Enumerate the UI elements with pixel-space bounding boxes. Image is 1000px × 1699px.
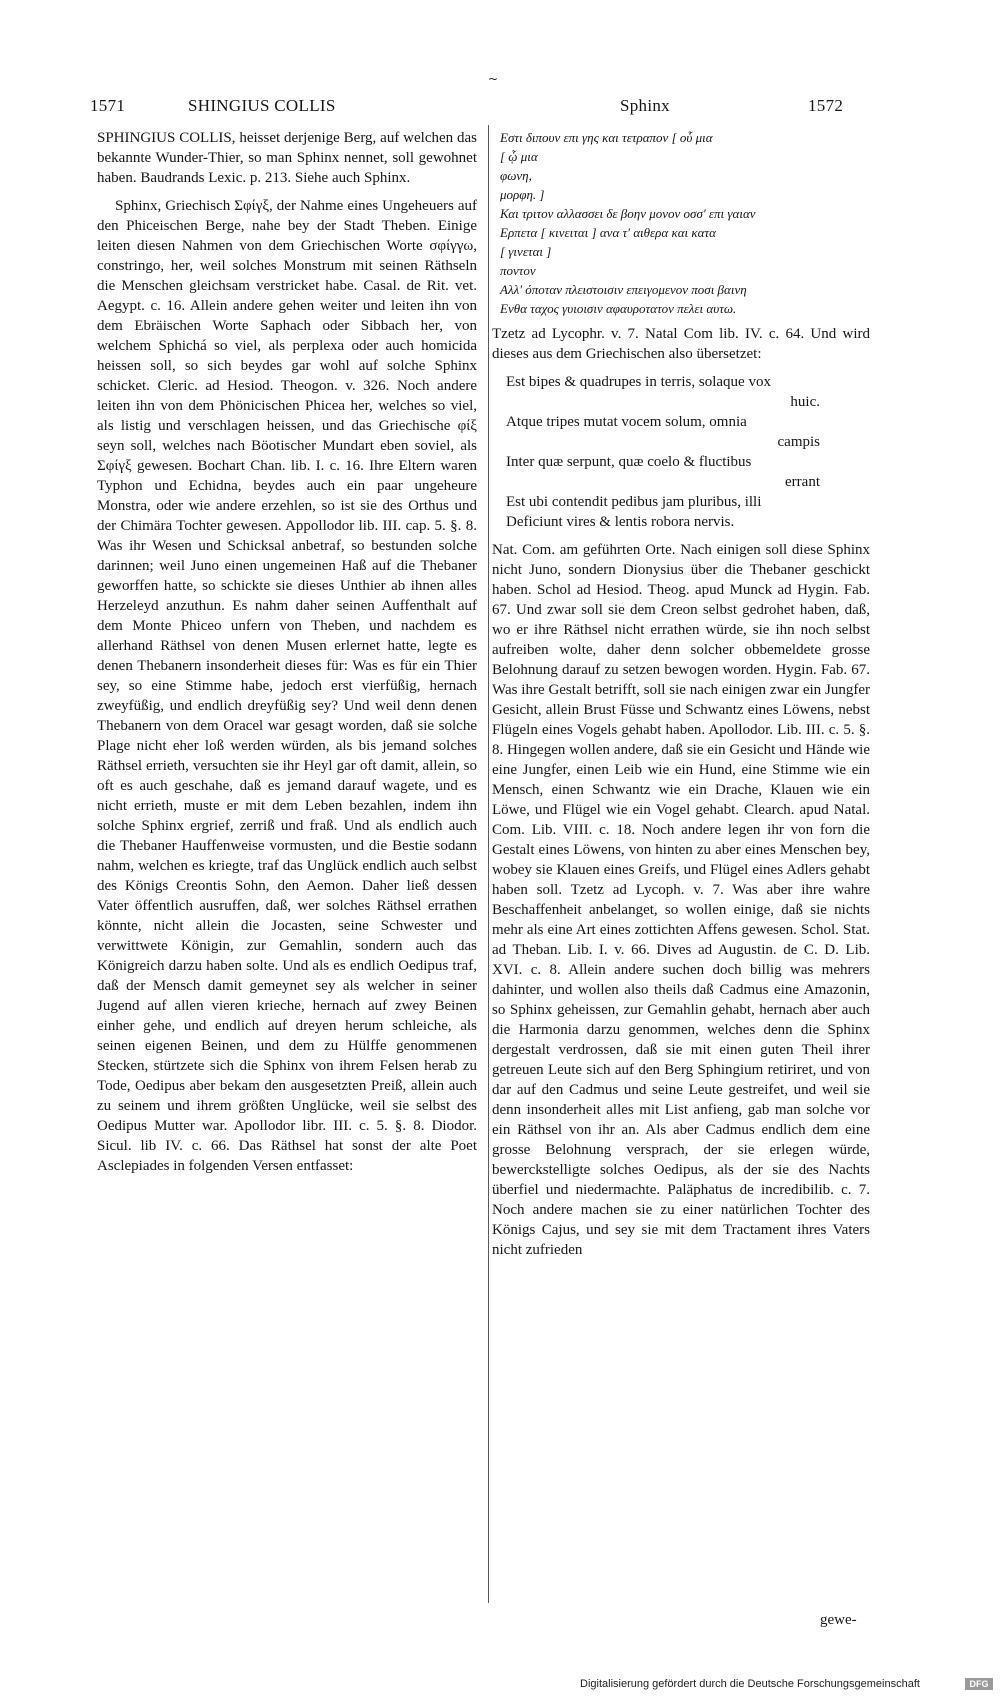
greek-verse: Εστι διπουν επι γης και τετραπον [ οὗ μια [ ᾧ μια φωνη, μορφη. ] Και τριτον αλλασσει δε βοην μονον οσσ' επι γαιαν Ερπετα [ κινειται ] ανα τ' αιθερα και κατα [ γινεται ] ποντον Αλλ' όποταν πλειστοισιν επειγομενον ποσι βαινη Ενθα ταχος γυιοισιν αφαυροτατον πελει αυτω. xyxy=(500,130,756,316)
page-number-right: 1572 xyxy=(808,96,844,115)
right-column-body: Nat. Com. am geführten Orte. Nach einigen soll diese Sphinx nicht Juno, sondern Dionysius über die Thebaner geschickt haben. Schol ad Hesiod. Theog. apud Munck ad Hygin. Fab. 67. Und zwar soll sie dem Creon selbst gedrohet haben, daß, wo er ihre Räthsel nicht errathen würde, sie ihn noch selbst aufreiben wolte, daher denn solcher obbemeldete grosse Belohnung darauf zu setzen bewogen worden. Hygin. Fab. 67. Was ihre Gestalt betrifft, soll sie nach einigen zwar ein Jungfer Gesicht, allein Brust Füsse und Schwantz eines Löwens, nebst Flügeln eines Vogels gehabt haben. Apollodor. Lib. III. c. 5. §. 8. Hingegen wollen andere, daß sie ein Gesicht und Hände wie eine Jungfer, einen Leib wie ein Hund, eine Stimme wie ein Mensch, einen Schwantz wie ein Drache, Klauen wie ein Löwe, und Flügel wie ein Vogel gehabt. Clearch. apud Natal. Com. Lib. VIII. c. 18. Noch andere legen ihr von forn die Gestalt eines Löwens, von hinten zu aber eines Menschen bey, wobey sie Klauen eines Greifs, und Flügel eines Adlers gehabt haben soll. Tzetz ad Lycoph. v. 7. Was aber ihre wahre Beschaffenheit anbelanget, so wollen einige, daß sie nichts mehr als eine Art eines zottichten Affens gewesen. Schol. Stat. ad Theban. Lib. I. v. 66. Dives ad Augustin. de C. D. Lib. XVI. c. 8. Allein andere suchen doch billig was mehrers dahinter, und wollen also theils daß Cadmus eine Amazonin, so Sphinx geheissen, zur Gemahlin gehabt, hernach aber auch die Harmonia darzu genommen, welches denn die Sphinx dergestalt verdrossen, daß sie mit einen guten Theil ihrer getreuen Leute sich auf den Berg Sphingium retiriret, und von dar auf den Cadmus und seine Leute gestreifet, und weil sie denn insonderheit alles mit List anfieng, gab man solche vor ein Räthsel von ihr an. Als aber Cadmus endlich dem eine grosse Belohnung versprach, der sie erlegen würde, bewerckstelligte solches Oedipus, als der sie des Nachts überfiel und niedermachte. Paläphatus de incredibilib. c. 7. Noch andere machen sie zu einer natürlichen Tochter des Königs Cajus, und sey sie mit dem Tractament ihres Vaters nicht zufrieden xyxy=(492,542,870,1258)
latin-line: errant xyxy=(785,474,820,490)
latin-verse xyxy=(506,372,870,532)
entry-sphingius-collis: SPHINGIUS COLLIS, heisset derjenige Berg, auf welchen das bekannte Wunder-Thier, so man Sphinx nennet, soll gewohnet haben. Baudrands Lexic. p. 213. Siehe auch Sphinx. xyxy=(97,130,477,186)
column-divider xyxy=(488,125,489,1603)
entry-sphinx: Sphinx, Griechisch Σφίγξ, der Nahme eines Ungeheuers auf den Phiceischen Berge, nahe bey der Stadt Theben. Einige leiten diesen Nahmen von dem Griechischen Worte σφίγγω, constringo, her, weil solches Monstrum mit seinen Räthseln die Menschen gleichsam verstricket habe. Casal. de Rit. vet. Aegypt. c. 16. Allein andere gehen weiter und leiten ihn von dem Ebräischen Worte Saphach oder Sibbach her, von welchem Sphichá so viel, als perplexa oder auch homicida heissen soll, so sich beydes gar wohl auf solche Sphinx schicket. Cleric. ad Hesiod. Theogon. v. 326. Noch andere leiten ihn von dem Phönicischen Phicea her, welches so viel, als listig und verschlagen heissen, und das Griechische φίξ seyn soll, welches nach Böotischer Mundart eben soviel, als Σφίγξ gewesen. Bochart Chan. lib. I. c. 16. Ihre Eltern waren Typhon und Echidna, beydes auch ein paar ungeheure Monstra, oder wie andere erzehlen, so ist sie des Orthus und der Chimära Tochter gewesen. Appollodor lib. III. cap. 5. §. 8. Was ihr Wesen und Schicksal anbetraf, so bestunden solche darinnen; weil Juno einen ungemeinen Haß auf die Thebaner geworffen hatte, so schickte sie dieses Unthier ab ihnen alles Herzeleyd anzuthun. Es nahm daher seinen Auffenthalt auf dem Monte Phiceo unfern von Theben, und nachdem es allerhand Räthsel von denen Musen erlernet hatte, legte es denen Thebanern insonderheit dieses für: Was es für ein Thier sey, so eine Stimme habe, jedoch erst vierfüßig, hernach zweyfüßig, und endlich dreyfüßig sey? Und weil denn denen Thebanern von dem Oracel war gesagt worden, daß sie solche Plage nicht eher loß werden würden, als bis jemand solches Räthsel errieth, versuchten sie ihr Heyl gar oft damit, allein, so oft es auch geschahe, daß es jemand darauf wagete, und es nicht errieth, muste er mit dem Leben bezahlen, indem ihn solche Sphinx ergrief, zerriß und fraß. Und als endlich auch die Thebaner Hauffenweise vormusten, und die Bestie sodann nahm, welchen es kriegte, traf das Unglück endlich auch selbst des Königs Creontis Sohn, den Aemon. Daher ließ dessen Vater öffentlich ausruffen, daß, wer solches Räthsel errathen könnte, nicht allein die Jocasten, seine Schwester und verwittwete Königin, zur Gemahlin, sondern auch das Königreich darzu haben solte. Und als es endlich Oedipus traf, daß der Mensch damit gemeynet sey als welcher in seiner Jugend auf allen vieren krieche, hernach auf zwey Beinen einher gehe, und endlich auf dreyen herum schleiche, als seinen eigenen Beinen, und dem zu Hülffe genommenen Stecken, stürtzete sich die Sphinx von ihrem Felsen herab zu Tode, Oedipus aber bekam den ausgesetzten Preiß, allein auch zu seinem und ihrem größten Unglücke, weil sie selbst des Oedipus Mutter war. Apollodor libr. III. c. 5. §. 8. Diodor. Sicul. lib IV. c. 66. Das Räthsel hat sonst der alte Poet Asclepiades in folgenden Versen entfasset: xyxy=(97,198,477,1174)
header-title-left: SHINGIUS COLLIS xyxy=(188,96,336,115)
left-column xyxy=(97,128,477,1184)
right-intro-paragraph: Tzetz ad Lycophr. v. 7. Natal Com lib. IV. c. 64. Und wird dieses aus dem Griechischen also übersetzet: xyxy=(492,326,870,362)
page-number-left: 1571 xyxy=(90,96,126,115)
latin-line: Atque tripes mutat vocem solum, omnia xyxy=(506,414,747,430)
right-column xyxy=(492,128,870,1268)
catchword: gewe- xyxy=(820,1612,857,1628)
top-mark: ~ xyxy=(488,72,499,86)
latin-line: Deficiunt vires & lentis robora nervis. xyxy=(506,514,735,530)
footer-credit: Digitalisierung gefördert durch die Deutsche Forschungsgemeinschaft xyxy=(580,1678,920,1690)
latin-line: Est bipes & quadrupes in terris, solaque vox xyxy=(506,374,771,390)
dfg-logo-icon: DFG xyxy=(965,1678,993,1690)
latin-line: Inter quæ serpunt, quæ coelo & fluctibus xyxy=(506,454,752,470)
latin-line: Est ubi contendit pedibus jam pluribus, illi xyxy=(506,494,762,510)
running-header xyxy=(90,96,870,122)
latin-line: huic. xyxy=(790,394,820,410)
header-title-right: Sphinx xyxy=(620,96,670,115)
latin-line: campis xyxy=(777,434,820,450)
